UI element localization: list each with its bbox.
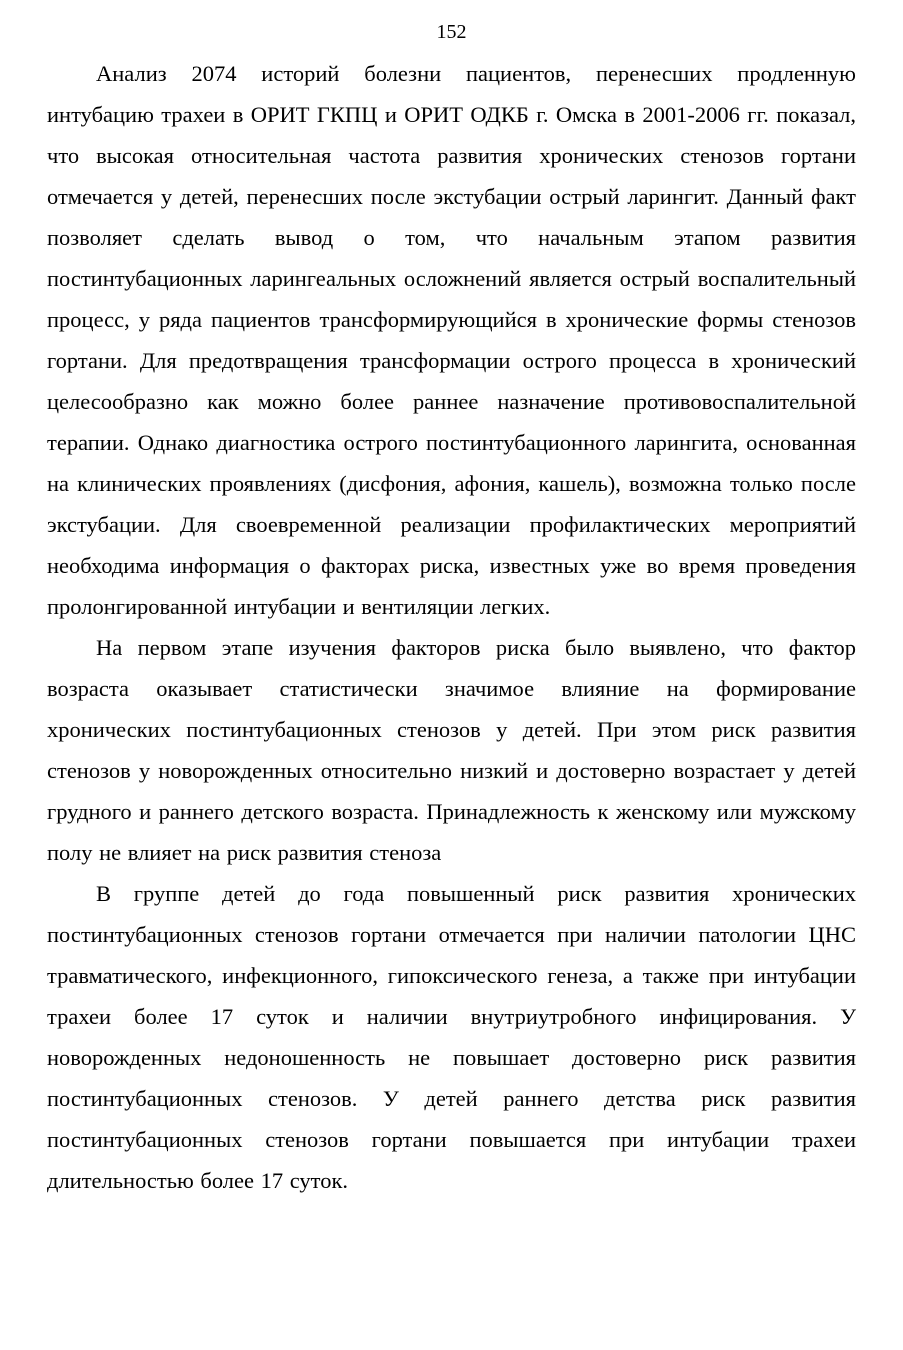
paragraph-2: На первом этапе изучения факторов риска было выявлено, что фактор возраста оказывает статистически значимое влияние на формирование хронических постинтубационных стенозов у детей. При этом риск развития стенозов у новорожденных относительно низкий и достоверно возрастает у детей грудного и раннего детского возраста. Принадлежность к женскому или мужскому полу не влияет на риск развития стеноза [47,635,856,865]
body-text [47,53,856,1201]
paragraph-1: Анализ 2074 историй болезни пациентов, перенесших продленную интубацию трахеи в ОРИТ ГКПЦ и ОРИТ ОДКБ г. Омска в 2001-2006 гг. показал, что высокая относительная частота развития хронических стенозов гортани отмечается у детей, перенесших после экстубации острый ларингит. Данный факт позволяет сделать вывод о том, что начальным этапом развития постинтубационных ларингеальных осложнений является острый воспалительный процесс, у ряда пациентов трансформирующийся в хронические формы стенозов гортани. Для предотвращения трансформации острого процесса в хронический целесообразно как можно более раннее назначение противовоспалительной терапии. Однако диагностика острого постинтубационного ларингита, основанная на клинических проявлениях (дисфония, афония, кашель), возможна только после экстубации. Для своевременной реализации профилактических мероприятий необходима информация о факторах риска, известных уже во время проведения пролонгированной интубации и вентиляции легких. [47,61,856,619]
paragraph-3: В группе детей до года повышенный риск развития хронических постинтубационных стенозов гортани отмечается при наличии патологии ЦНС травматического, инфекционного, гипоксического генеза, а также при интубации трахеи более 17 суток и наличии внутриутробного инфицирования. У новорожденных недоношенность не повышает достоверно риск развития постинтубационных стенозов. У детей раннего детства риск развития постинтубационных стенозов гортани повышается при интубации трахеи длительностью более 17 суток. [47,881,856,1193]
page-number: 152 [436,21,467,43]
